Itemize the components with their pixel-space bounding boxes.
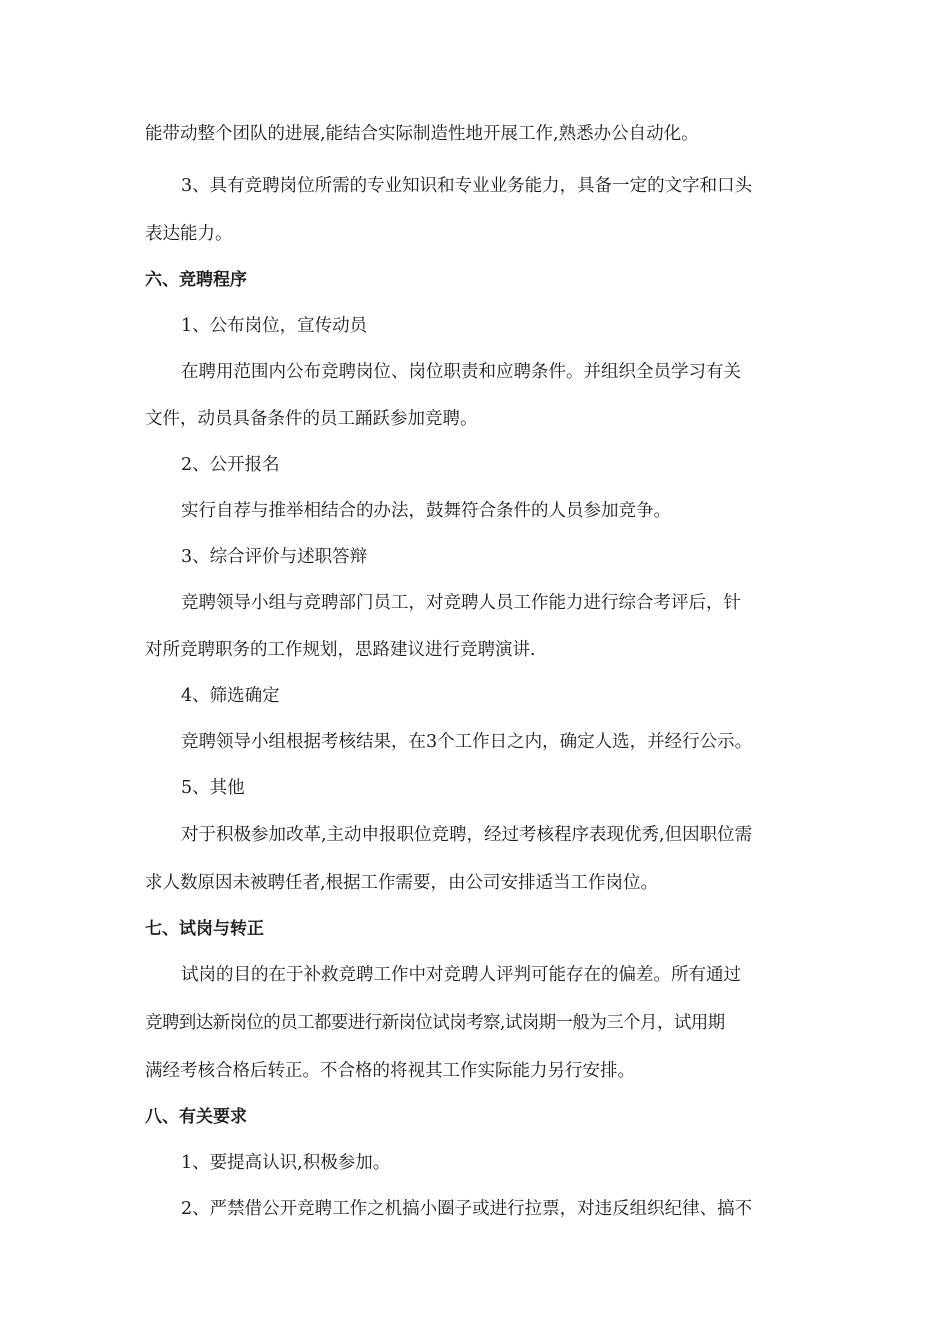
paragraph-line: 在聘用范围内公布竞聘岗位、岗位职责和应聘条件。并组织全员学习有关 xyxy=(181,362,741,382)
subsection-title: 5、其他 xyxy=(181,778,245,798)
paragraph-line: 对于积极参加改革,主动申报职位竞聘，经过考核程序表现优秀,但因职位需 xyxy=(181,825,753,845)
paragraph-line: 竞聘领导小组根据考核结果，在3个工作日之内，确定人选，并经行公示。 xyxy=(181,732,753,752)
paragraph-line: 3、具有竞聘岗位所需的专业知识和专业业务能力，具备一定的文字和口头 xyxy=(181,176,753,196)
section-heading: 七、试岗与转正 xyxy=(145,919,264,939)
section-heading: 八、有关要求 xyxy=(145,1107,247,1127)
paragraph-line: 1、要提高认识,积极参加。 xyxy=(181,1153,391,1173)
paragraph-line: 试岗的目的在于补救竞聘工作中对竞聘人评判可能存在的偏差。所有通过 xyxy=(181,965,741,985)
paragraph-line: 对所竞聘职务的工作规划，思路建议进行竞聘演讲. xyxy=(145,640,536,660)
paragraph-line: 表达能力。 xyxy=(145,224,233,244)
section-heading: 六、竞聘程序 xyxy=(145,270,247,290)
paragraph-line: 求人数原因未被聘任者,根据工作需要，由公司安排适当工作岗位。 xyxy=(145,873,659,893)
subsection-title: 4、筛选确定 xyxy=(181,686,280,706)
paragraph-line: 满经考核合格后转正。不合格的将视其工作实际能力另行安排。 xyxy=(145,1061,635,1081)
paragraph-line: 竞聘领导小组与竞聘部门员工，对竞聘人员工作能力进行综合考评后，针 xyxy=(181,593,741,613)
subsection-title: 2、公开报名 xyxy=(181,455,280,475)
subsection-title: 1、公布岗位，宣传动员 xyxy=(181,316,368,336)
paragraph-line: 竞聘到达新岗位的员工都要进行新岗位试岗考察,试岗期一般为三个月，试用期 xyxy=(145,1013,725,1033)
paragraph-line: 能带动整个团队的进展,能结合实际制造性地开展工作,熟悉办公自动化。 xyxy=(145,124,699,144)
paragraph-line: 2、严禁借公开竞聘工作之机搞小圈子或进行拉票，对违反组织纪律、搞不 xyxy=(181,1199,753,1219)
subsection-title: 3、综合评价与述职答辩 xyxy=(181,547,368,567)
paragraph-line: 文件，动员具备条件的员工踊跃参加竞聘。 xyxy=(145,409,478,429)
paragraph-line: 实行自荐与推举相结合的办法，鼓舞符合条件的人员参加竞争。 xyxy=(181,501,671,521)
